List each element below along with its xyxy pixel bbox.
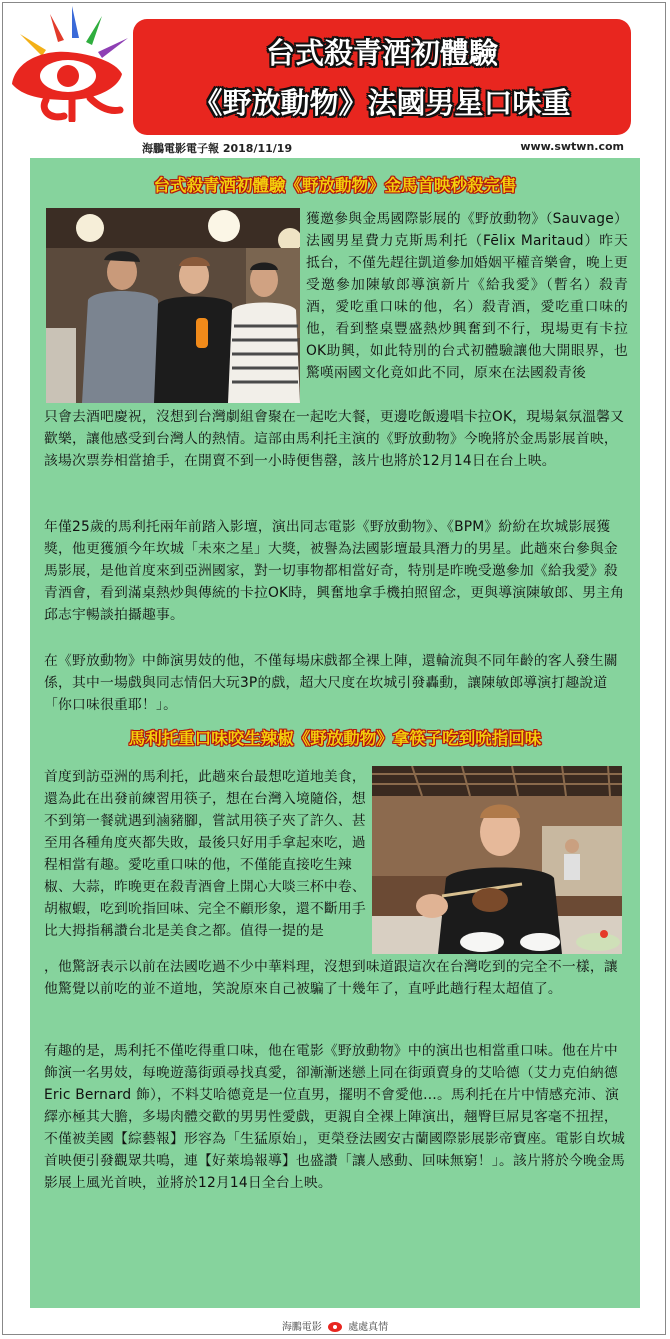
title-line-2: 《野放動物》法國男星口味重 [193,86,571,120]
paragraph-4-wrap: 首度到訪亞洲的馬利托，此趟來台最想吃道地美食，還為此在出發前練習用筷子，想在台灣入境隨俗，想不到第一餐就遇到滷豬腳，嘗試用筷子夾了許久、甚至用各種角度夾都失敗，最後只好用手拿起來吃，過程相當有趣。愛吃重口味的他，不僅能直接吃生辣椒、大蒜，昨晚更在殺青酒會上開心大啖三杯中卷、胡椒蝦，吃到吮指回味、完全不顧形象，還不斷用手比大拇指稱讚台北是美食之都。值得一提的是 [44,769,366,939]
footer-logo-icon [327,1320,343,1334]
footer [0,1318,670,1334]
paragraph-3: 在《野放動物》中飾演男妓的他，不僅每場床戲都全裸上陣，還輪流與不同年齡的客人發生關係，其中一場戲與同志情侶大玩3P的戲，超大尺度在坎城引發轟動，讓陳敏郎導演打趣說道「你口味很重耶！」。 [44,653,618,713]
website-url: www.swtwn.com [520,140,624,153]
restaurant-photo [372,766,622,954]
haipeng-logo [6,4,136,122]
party-photo [46,208,300,403]
footer-right-text: 處處真情 [348,1322,389,1333]
publication-date: 海鵬電影電子報 2018/11/19 [142,142,293,155]
section-heading-2: 馬利托重口味咬生辣椒《野放動物》拿筷子吃到吮指回味 [128,729,542,748]
section-heading-1: 台式殺青酒初體驗《野放動物》金馬首映秒殺完售 [153,176,517,195]
title-line-1: 台式殺青酒初體驗 [265,36,498,70]
paragraph-2: 年僅25歲的馬利托兩年前踏入影壇，演出同志電影《野放動物》、《BPM》紛紛在坎城影展獲獎，他更獲頒今年坎城「未來之星」大獎，被譽為法國影壇最具潛力的男星。此趟來台參與金馬影展，是他首度來到亞洲國家，對一切事物都相當好奇，特別是昨晚受邀參加《給我愛》殺青酒會，看到滿桌熱炒與傳統的卡拉OK時，興奮地拿手機拍照留念，更與導演陳敏郎、男主角邱志宇暢談拍攝趣事。 [44,519,625,623]
paragraph-5: 有趣的是，馬利托不僅吃得重口味，他在電影《野放動物》中的演出也相當重口味。他在片中飾演一名男妓，每晚遊蕩街頭尋找真愛，卻漸漸迷戀上同在街頭賣身的艾哈德（艾力克伯納德 Eric Bernard 飾），不料艾哈德竟是一位直男，擺明不會愛他…。馬利托在片中情感充沛、演繹亦極其大膽，多場肉體交歡的男男性愛戲，更親自全裸上陣演出，翹臀巨屌見客毫不扭捏，不僅被美國【綜藝報】形容為「生猛原始」，更榮登法國安古蘭國際影展影帝寶座。電影自坎城首映便引發觀眾共鳴，連【好萊塢報導】也盛讚「讓人感動、回味無窮！」。該片將於今晚金馬影展上風光首映，並將於12月14日全台上映。 [44,1043,625,1191]
title-banner [133,19,631,135]
paragraph-4-full: ，他驚訝表示以前在法國吃過不少中華料理，沒想到味道跟這次在台灣吃到的完全不一樣，讓他驚覺以前吃的並不道地，笑說原來自己被騙了十幾年了，直呼此趟行程太超值了。 [44,959,618,997]
footer-left-text: 海鵬電影 [281,1322,322,1333]
paragraph-1-wrap: 獲邀參與金馬國際影展的《野放動物》（Sauvage）法國男星費力克斯馬利托（Fēlix Maritaud）昨天抵台，不僅先趕往凱道參加婚姻平權音樂會，晚上更受邀參加陳敏郎導演新片《給我愛》（暫名）殺青酒，愛吃重口味的他，名）殺青酒，愛吃重口味的他，看到整桌豐盛熱炒興奮到不行，現場更有卡拉OK助興，如此特別的台式初體驗讓他大開眼界，也驚嘆兩國文化竟如此不同，原來在法國殺青後 [306,211,628,381]
paragraph-1-full: 只會去酒吧慶祝，沒想到台灣劇組會聚在一起吃大餐，更邊吃飯邊唱卡拉OK，現場氣氛溫馨又歡樂，讓他感受到台灣人的熱情。這部由馬利托主演的《野放動物》今晚將於金馬影展首映，該場次票券相當搶手，在開賣不到一小時便售罄，該片也將於12月14日在台上映。 [44,409,625,469]
